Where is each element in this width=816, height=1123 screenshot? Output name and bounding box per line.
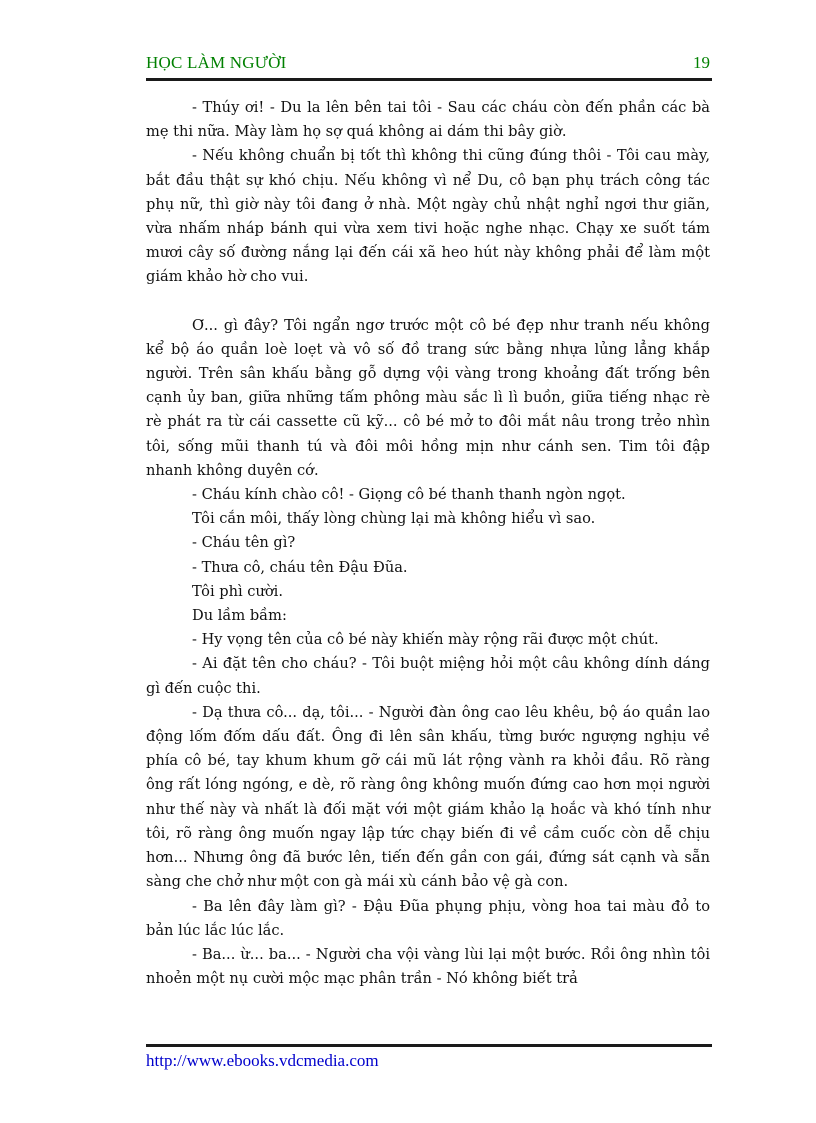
paragraph: - Ba lên đây làm gì? - Đậu Đũa phụng phịu, vòng hoa tai màu đỏ to bản lúc lắc lúc lắc. (146, 897, 710, 939)
paragraph: - Thúy ơi! - Du la lên bên tai tôi - Sau các cháu còn đến phần các bà mẹ thi nữa. Mày làm họ sợ quá không ai dám thi bây giờ. (146, 99, 710, 141)
paragraph: - Hy vọng tên của cô bé này khiến mày rộng rãi được một chút. (192, 631, 659, 649)
source-link[interactable]: http://www.ebooks.vdcmedia.com (146, 1051, 379, 1070)
paragraph: Tôi phì cười. (192, 582, 283, 600)
page-header (146, 52, 712, 81)
paragraph: Ơ... gì đây? Tôi ngẩn ngơ trước một cô bé đẹp như tranh nếu không kể bộ áo quần loè loẹt và vô số đồ trang sức bằng nhựa lủng lẳng khắp người. Trên sân khấu bằng gỗ dựng vội vàng trong khoảng đất trống bên cạnh ủy ban, giữa những tấm phông màu sắc lì lì buồn, giữa tiếng nhạc rè rè phát ra từ cái cassette cũ kỹ... cô bé mở to đôi mắt nâu trong trẻo nhìn tôi, sống mũi thanh tú và đôi môi hồng mịn như cánh sen. Tim tôi đập nhanh không duyên cớ. (146, 316, 710, 479)
paragraph: - Nếu không chuẩn bị tốt thì không thi cũng đúng thôi - Tôi cau mày, bắt đầu thật sự khó chịu. Nếu không vì nể Du, cô bạn phụ trách công tác phụ nữ, thì giờ này tôi đang ở nhà. Một ngày chủ nhật nghỉ ngơi thư giãn, vừa nhấm nháp bánh qui vừa xem tivi hoặc nghe nhạc. Chạy xe suốt tám mươi cây số đường nắng lại đến cái xã heo hút này không phải để làm một giám khảo hờ cho vui. (146, 147, 710, 286)
book-title: HỌC LÀM NGƯỜI (146, 53, 287, 72)
paragraph: - Cháu tên gì? (192, 534, 296, 552)
page-body (146, 96, 710, 991)
paragraph: - Dạ thưa cô... dạ, tôi... - Người đàn ông cao lêu khêu, bộ áo quần lao động lốm đốm dấu đất. Ông đi lên sân khấu, từng bước ngượng nghịu về phía cô bé, tay khum khum gỡ cái mũ lát rộng vành ra khỏi đầu. Rõ ràng ông rất lóng ngóng, e dè, rõ ràng ông không muốn đứng cao hơn mọi người như thế này và nhất là đối mặt với một giám khảo lạ hoắc và khó tính như tôi, rõ ràng ông muốn ngay lập tức chạy biến đi về cầm cuốc còn dễ chịu hơn... Nhưng ông đã bước lên, tiến đến gần con gái, đứng sát cạnh và sẵn sàng che chở như một con gà mái xù cánh bảo vệ gà con. (146, 703, 710, 891)
paragraph: - Ba... ừ... ba... - Người cha vội vàng lùi lại một bước. Rồi ông nhìn tôi nhoẻn một nụ cười mộc mạc phân trần - Nó không biết trả (146, 945, 710, 988)
paragraph: Du lầm bầm: (192, 607, 287, 625)
paragraph: - Cháu kính chào cô! - Giọng cô bé thanh thanh ngòn ngọt. (192, 486, 626, 504)
paragraph: - Ai đặt tên cho cháu? - Tôi buột miệng hỏi một câu không dính dáng gì đến cuộc thi. (146, 655, 710, 697)
paragraph: Tôi cắn môi, thấy lòng chùng lại mà không hiểu vì sao. (192, 510, 596, 528)
page-number: 19 (693, 53, 710, 72)
paragraph: - Thưa cô, cháu tên Đậu Đũa. (192, 558, 408, 576)
page-footer (146, 1044, 712, 1071)
